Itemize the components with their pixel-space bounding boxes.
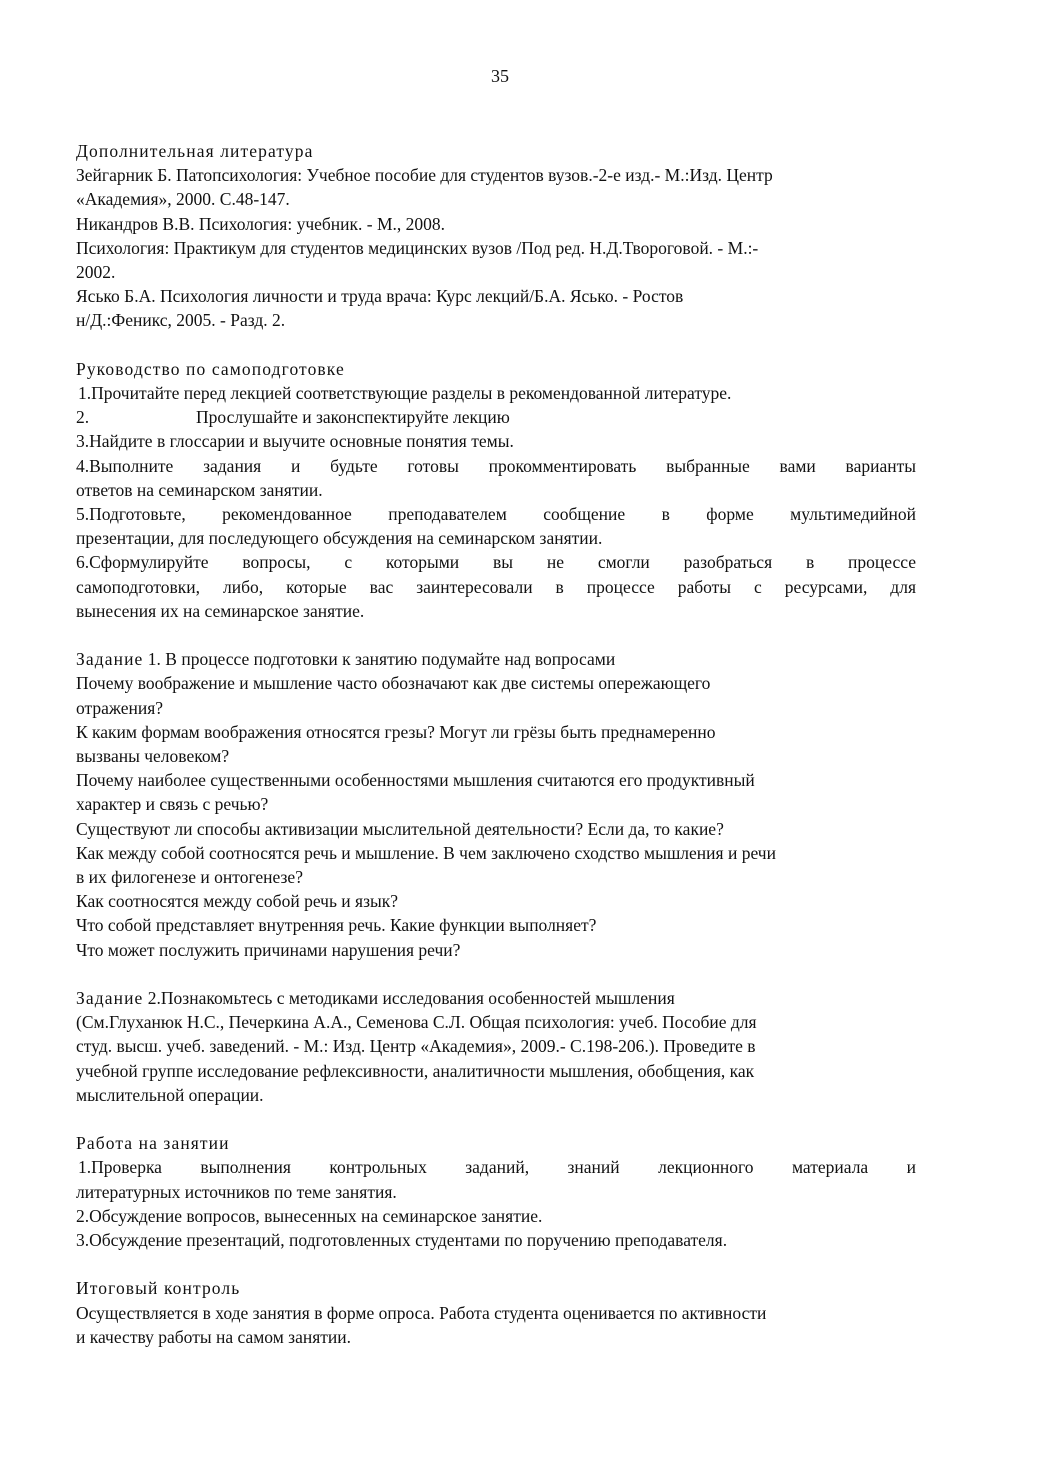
self-study-item-1: 1.Прочитайте перед лекцией соответствующие разделы в рекомендованной литературе. bbox=[78, 383, 732, 404]
self-study-item-4-line-2: ответов на семинарском занятии. bbox=[76, 479, 323, 500]
self-study-item-3: 3.Найдите в глоссарии и выучите основные понятия темы. bbox=[76, 431, 514, 452]
task-1-question-line: отражения? bbox=[76, 697, 164, 718]
final-control-section bbox=[76, 1276, 916, 1349]
page-content bbox=[76, 139, 916, 1349]
final-control-text-line: и качеству работы на самом занятии. bbox=[76, 1326, 352, 1347]
task-1-question-line: Почему наиболее существенными особенностями мышления считаются его продуктивный bbox=[76, 770, 755, 791]
task-1-question-line: в их филогенезе и онтогенезе? bbox=[76, 867, 303, 888]
task-1-question-line: Почему воображение и мышление часто обозначают как две системы опережающего bbox=[76, 673, 711, 694]
task-2-heading-text: 2.Познакомьтесь с методиками исследования особенностей мышления bbox=[143, 988, 675, 1009]
self-study-item-2-number: 2. bbox=[76, 407, 90, 428]
task-1-question-line: Как между собой соотносятся речь и мышление. В чем заключено сходство мышления и речи bbox=[76, 842, 776, 863]
additional-literature-heading: Дополнительная литература bbox=[76, 141, 314, 161]
self-study-item-5-line-1: 5.Подготовьте, рекомендованное преподавателем сообщение в форме мультимедийной bbox=[76, 504, 916, 525]
class-work-item-1-line-2: литературных источников по теме занятия. bbox=[76, 1181, 397, 1202]
self-study-item-2 bbox=[76, 405, 916, 429]
class-work-item-3: 3.Обсуждение презентаций, подготовленных студентами по поручению преподавателя. bbox=[76, 1230, 728, 1251]
task-1-question-line: Что собой представляет внутренняя речь. Какие функции выполняет? bbox=[76, 915, 597, 936]
self-study-item-4-line-1: 4.Выполните задания и будьте готовы прокомментировать выбранные вами варианты bbox=[76, 455, 916, 476]
task-1-heading-label: Задание bbox=[76, 649, 144, 670]
task-1-question-line: Существуют ли способы активизации мыслительной деятельности? Если да, то какие? bbox=[76, 818, 724, 839]
task-2-text-line: (См.Глуханюк Н.С., Печеркина А.А., Семенова С.Л. Общая психология: учеб. Пособие для bbox=[76, 1012, 757, 1033]
task-1-question-line: Что может послужить причинами нарушения речи? bbox=[76, 939, 461, 960]
self-study-heading: Руководство по самоподготовке bbox=[76, 358, 345, 379]
final-control-text-line: Осуществляется в ходе занятия в форме опроса. Работа студента оценивается по активности bbox=[76, 1302, 767, 1323]
self-study-section bbox=[76, 357, 916, 623]
task-2-text-line: учебной группе исследование рефлексивности, аналитичности мышления, обобщения, как bbox=[76, 1060, 755, 1081]
literature-entry-line: «Академия», 2000. С.48-147. bbox=[76, 189, 290, 210]
self-study-item-2-text: Прослушайте и законспектируйте лекцию bbox=[196, 407, 510, 428]
task-2-text-line: студ. высш. учеб. заведений. - М.: Изд. Центр «Академия», 2009.- С.198-206.). Проведите в bbox=[76, 1036, 756, 1057]
literature-entry-line: Психология: Практикум для студентов медицинских вузов /Под ред. Н.Д.Твороговой. - М.:- bbox=[76, 237, 759, 258]
self-study-item-6-line-3: вынесения их на семинарское занятие. bbox=[76, 600, 365, 621]
literature-entry-line: Ясько Б.А. Психология личности и труда врача: Курс лекций/Б.А. Ясько. - Ростов bbox=[76, 286, 684, 307]
task-1-question-line: К каким формам воображения относятся грезы? Могут ли грёзы быть преднамеренно bbox=[76, 721, 716, 742]
task-1-section bbox=[76, 647, 916, 962]
task-2-text-line: мыслительной операции. bbox=[76, 1084, 264, 1105]
literature-entry-line: Никандров В.В. Психология: учебник. - М., 2008. bbox=[76, 213, 446, 234]
self-study-item-5-line-2: презентации, для последующего обсуждения на семинарском занятии. bbox=[76, 528, 603, 549]
literature-entry-line: Зейгарник Б. Патопсихология: Учебное пособие для студентов вузов.-2-е изд.- М.:Изд. Центр bbox=[76, 165, 773, 186]
self-study-item-6-line-2: самоподготовки, либо, которые вас заинтересовали в процессе работы с ресурсами, для bbox=[76, 576, 916, 597]
literature-entry-line: 2002. bbox=[76, 262, 116, 283]
task-1-heading-text: 1. В процессе подготовки к занятию подумайте над вопросами bbox=[143, 649, 616, 670]
final-control-heading: Итоговый контроль bbox=[76, 1278, 241, 1299]
class-work-item-2: 2.Обсуждение вопросов, вынесенных на семинарское занятие. bbox=[76, 1205, 543, 1226]
task-1-question-line: Как соотносятся между собой речь и язык? bbox=[76, 891, 399, 912]
task-2-heading bbox=[76, 986, 916, 1010]
task-1-heading bbox=[76, 647, 916, 671]
page-number: 35 bbox=[491, 66, 509, 86]
task-1-question-line: вызваны человеком? bbox=[76, 746, 230, 767]
task-2-section bbox=[76, 986, 916, 1107]
class-work-section bbox=[76, 1131, 916, 1252]
task-2-heading-label: Задание bbox=[76, 988, 144, 1009]
class-work-heading: Работа на занятии bbox=[76, 1133, 230, 1154]
literature-entry-line: н/Д.:Феникс, 2005. - Разд. 2. bbox=[76, 310, 286, 331]
class-work-item-1-line-1: 1.Проверка выполнения контрольных заданий, знаний лекционного материала и bbox=[78, 1157, 916, 1178]
additional-literature-section bbox=[76, 139, 916, 333]
self-study-item-6-line-1: 6.Сформулируйте вопросы, с которыми вы не смогли разобраться в процессе bbox=[76, 552, 916, 573]
task-1-question-line: характер и связь с речью? bbox=[76, 794, 269, 815]
